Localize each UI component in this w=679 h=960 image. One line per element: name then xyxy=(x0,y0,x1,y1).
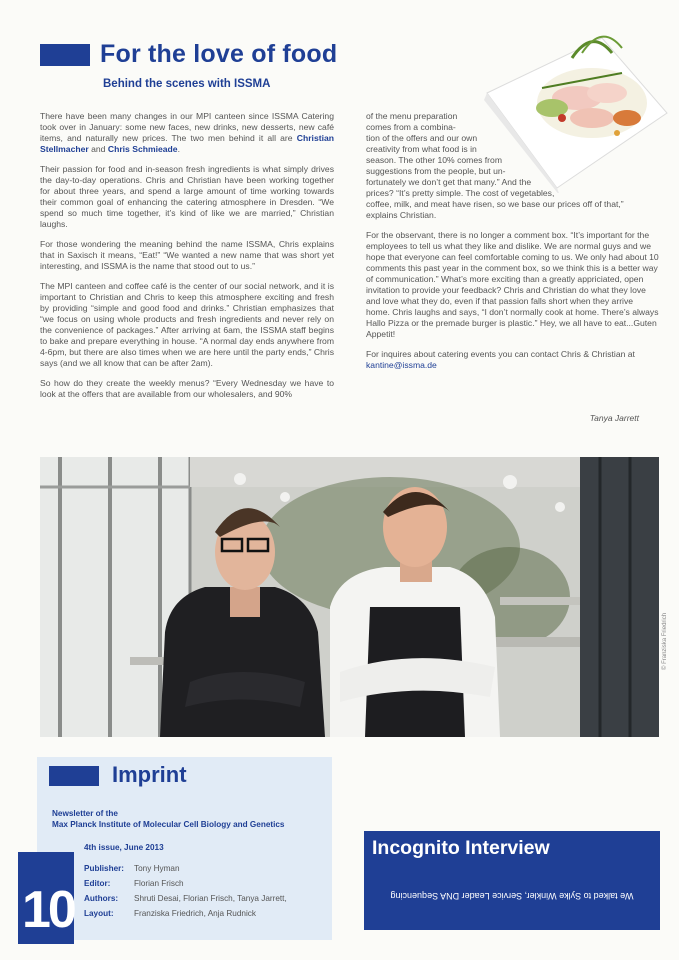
email-link[interactable]: kantine@issma.de xyxy=(366,360,437,370)
paragraph: The MPI canteen and coffee café is the center of our social network, and it is important to Christian and Chris to keep this atmosphere exciting and fresh by providing “simple and good food and drinks.” Christian emphasizes that “we focus on using whole products and fresh ingredients and never rely on the convenience of packages.” After arriving at 6am, the ISSMA staff begins to bake and prepare everything in house. “A normal day ends anywhere from 4-6pm, but there are also times when we are here until the party ends,” Chris says (and we all know that can be after 2am). xyxy=(40,281,334,368)
article-title: For the love of food xyxy=(100,40,338,68)
imprint-title: Imprint xyxy=(112,762,187,787)
paragraph: For the observant, there is no longer a comment box. “It’s important for the employees to tell us what they like and dislike. We are normal guys and we hope that everyone can feel comfortable coming to us. We only had about 10 comments this past year in the comment box, so we think this is a better way of communication.” What’s more exciting than a greatly appriciated, open invitation to provide your feedback? Chris and Christian do what they love and love what they do, even if that passion falls short when they arrive home. Chris laughs and says, “I don’t normally cook at home. There’s always Hallo Pizza or the premade burger is plastic.” Hey, we all have to eat...Guten Appetit! xyxy=(366,230,659,339)
incognito-subtitle: We talked to Sylke Winkler, Service Leader DNA Sequencing xyxy=(390,891,634,901)
name-christian: Christian Stellmacher xyxy=(40,133,334,154)
name-chris: Chris Schmieade xyxy=(107,144,178,154)
photo-credit: © Franziska Friedrich xyxy=(662,612,668,670)
incognito-title: Incognito Interview xyxy=(372,837,550,859)
author-byline: Tanya Jarrett xyxy=(589,413,639,423)
issue-line: 4th issue, June 2013 xyxy=(84,843,164,852)
credit-row: Layout: Franziska Friedrich, Anja Rudnick xyxy=(84,909,256,918)
paragraph: For those wondering the meaning behind the name ISSMA, Chris explains that in Saxisch it means, “Eat!” “We wanted a new name that was short yet interesting, and ISSMA is the name that stood out to us.” xyxy=(40,239,334,271)
credit-row: Publisher: Tony Hyman xyxy=(84,864,180,873)
paragraph-intro: There have been many changes in our MPI canteen since ISSMA Catering took over in January: some new faces, new drinks, new desserts, new café items, and naturally new prices. The two men behind it all are Christian Stellmacher and Chris Schmieade. xyxy=(40,111,334,154)
article-right-column: of the menu preparation comes from a combina- tion of the offers and our own creativity from what food is in season. The other 10% comes from suggestions from the people, but un- fortunately we don’t get that many.” And the prices? “It’s pretty simple. The cost of vegetables, coffee, milk, and meat have risen, so we base our prices off of that,” explains Christian. For the observant, there is no longer a comment box. “It’s important for the employees to tell us what they like and dislike. We are normal guys and we hope that everyone can feel comfortable coming to us. We only had about 10 comments this past year in the comment box, so we think this is a better way of communication.” What’s more exciting than a greatly appriciated, open invitation to provide your feedback? Chris and Christian do what they love and love what they do, even if that passion falls short when they arrive home. Chris laughs and says, “I don’t normally cook at home. There’s always Hallo Pizza or the premade burger is plastic.” Hey, we all have to eat...Guten Appetit! For inquires about catering events you can contact Chris & Christian at kantine@issma.de xyxy=(366,111,659,370)
imprint-newsletter: Newsletter of the Max Planck Institute of Molecular Cell Biology and Genetics xyxy=(52,809,285,829)
chefs-photo xyxy=(40,457,659,737)
paragraph: So how do they create the weekly menus? “Every Wednesday we have to look at the offers that are available from our wholesalers, and 90% xyxy=(40,378,334,399)
article-left-column xyxy=(40,111,334,409)
credit-row: Editor: Florian Frisch xyxy=(84,879,184,888)
title-accent-bar xyxy=(40,44,90,66)
page-number: 10 xyxy=(22,881,74,939)
paragraph-contact: For inquires about catering events you can contact Chris & Christian at kantine@issma.de xyxy=(366,349,635,370)
article-subtitle: Behind the scenes with ISSMA xyxy=(103,78,271,90)
paragraph: Their passion for food and in-season fresh ingredients is what simply drives the day-to-day operations. Chris and Christian have been working together for about three years, and spend a large amount of time working towards their common goal of enhancing the catering atmosphere in Dresden. “We spend so much time together, it’s kind of like we are married,” Christian laughs. xyxy=(40,164,334,229)
imprint-accent-bar xyxy=(49,766,99,786)
credit-row: Authors: Shruti Desai, Florian Frisch, Tanya Jarrett, xyxy=(84,894,287,903)
